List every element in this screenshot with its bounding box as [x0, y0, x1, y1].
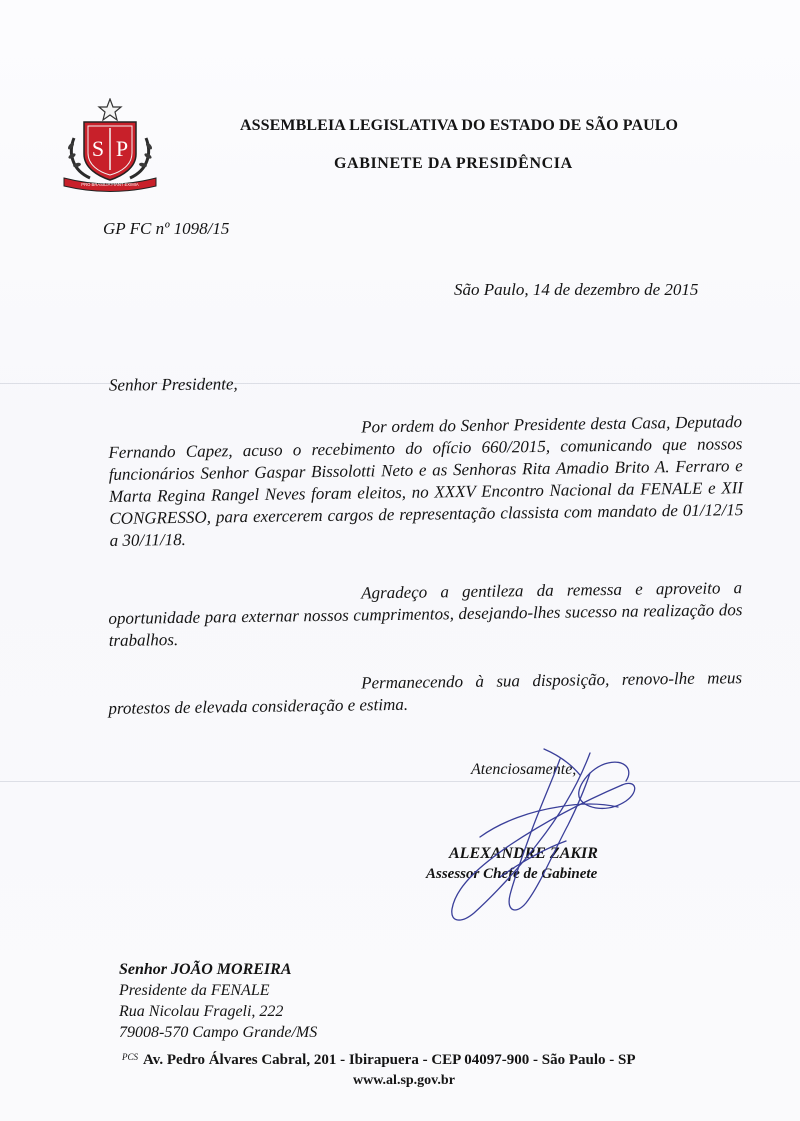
- addressee-line: Rua Nicolau Frageli, 222: [119, 1003, 284, 1020]
- typist-initials: PCS: [122, 1052, 139, 1062]
- signer-name: ALEXANDRE ZAKIR: [449, 845, 598, 862]
- institution-title: ASSEMBLEIA LEGISLATIVA DO ESTADO DE SÃO PAULO: [240, 117, 679, 134]
- sao-paulo-coat-of-arms-icon: [60, 98, 160, 193]
- addressee-name: Senhor JOÃO MOREIRA: [119, 961, 292, 978]
- body-paragraph: Agradeço a gentileza da remessa e aproveito a oportunidade para externar nossos cumprimentos, desejando-lhes sucesso na realização dos trabalhos.: [108, 578, 743, 650]
- handwritten-signature: [440, 745, 655, 930]
- closing: Atenciosamente,: [471, 761, 577, 778]
- addressee-line: 79008-570 Campo Grande/MS: [119, 1024, 318, 1041]
- paper-fold-line: [0, 781, 800, 782]
- body-paragraph: Permanecendo à sua disposição, renovo-lhe meus protestos de elevada consideração e estima.: [108, 668, 743, 718]
- crest-letter-p: P: [115, 136, 129, 161]
- crest-letter-s: S: [91, 136, 105, 161]
- salutation: Senhor Presidente,: [108, 374, 238, 395]
- signer-role: Assessor Chefe de Gabinete: [426, 866, 598, 882]
- letter-date: São Paulo, 14 de dezembro de 2015: [454, 280, 699, 299]
- addressee-line: Presidente da FENALE: [119, 982, 270, 999]
- addressee-block: [119, 959, 317, 1043]
- body-paragraph: Por ordem do Senhor Presidente desta Casa, Deputado Fernando Capez, acuso o recebimento do ofício 660/2015, comunicando que nossos funcionários Senhor Gaspar Bissolotti Neto e as Senhoras Rita Amadio Brito A. Ferraro e Marta Regina Rangel Neves foram eleitos, no XXXV Encontro Nacional da FENALE e XII CONGRESSO, para exercerem cargos de representação classista com mandato de 01/12/15 a 30/11/18.: [108, 412, 744, 550]
- footer-address: Av. Pedro Álvares Cabral, 201 - Ibirapuera - CEP 04097-900 - São Paulo - SP: [143, 1052, 636, 1068]
- department-title: GABINETE DA PRESIDÊNCIA: [334, 155, 573, 172]
- crest-motto: PRO BRASILIA FIANT EXIMIA: [81, 182, 139, 187]
- footer-website: www.al.sp.gov.br: [353, 1073, 455, 1088]
- document-reference: GP FC nº 1098/15: [103, 219, 230, 238]
